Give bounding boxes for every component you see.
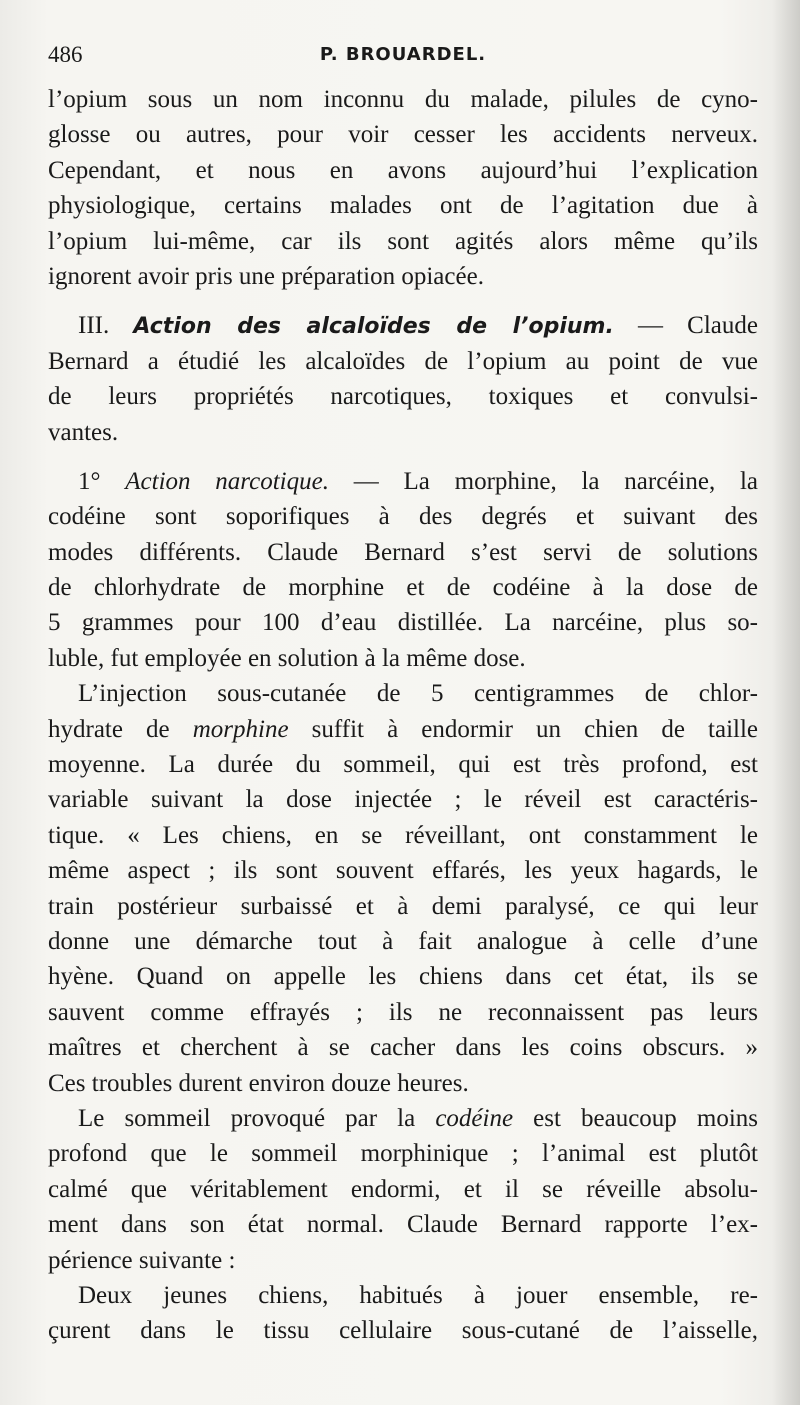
text-line: train postérieur surbaissé et à demi paralysé, ce qui leur xyxy=(48,892,758,920)
text-line: modes différents. Claude Bernard s’est servi de solutions xyxy=(48,538,758,566)
section-number: III. xyxy=(78,312,110,340)
paragraph-deux-chiens xyxy=(48,1278,758,1349)
text-line: de chlorhydrate de morphine et de codéine à la dose de xyxy=(48,574,758,602)
text-line: vantes. xyxy=(48,418,119,446)
section-title: Action des alcaloïdes de l’opium. xyxy=(133,314,614,340)
text-line: donne une démarche tout à fait analogue à celle d’une xyxy=(48,927,758,955)
text-fragment: — La morphine, la narcéine, la xyxy=(353,467,759,495)
text-line: ignorent avoir pris une préparation opiacée. xyxy=(48,262,484,290)
subsection-heading-line xyxy=(48,464,758,499)
text-line: l’opium lui-même, car ils sont agités alors même qu’ils xyxy=(48,227,758,255)
text-fragment: est beaucoup moins xyxy=(533,1104,758,1132)
text-line xyxy=(48,712,758,747)
subsection-title: Action narcotique. xyxy=(125,467,329,495)
text-line: sauvent comme effrayés ; ils ne reconnaissent pas leurs xyxy=(48,998,758,1026)
paragraph-injection xyxy=(48,676,758,1101)
text-line: de leurs propriétés narcotiques, toxiques et convulsi- xyxy=(48,383,758,411)
text-line: Cependant, et nous en avons aujourd’hui l’explication xyxy=(48,156,758,184)
section-heading-line xyxy=(48,308,758,343)
italic-term: morphine xyxy=(192,715,289,743)
text-fragment: hydrate de xyxy=(48,715,170,743)
text-fragment: suffit à endormir un chien de taille xyxy=(311,715,758,743)
italic-term: codéine xyxy=(435,1104,514,1132)
text-line: ment dans son état normal. Claude Bernard rapporte l’ex- xyxy=(48,1211,758,1239)
section-iii xyxy=(48,308,758,450)
text-line: périence suivante : xyxy=(48,1246,236,1274)
text-fragment: — Claude xyxy=(638,312,758,340)
text-line: profond que le sommeil morphinique ; l’animal est plutôt xyxy=(48,1140,758,1168)
text-line: codéine sont soporifiques à des degrés et suivant des xyxy=(48,503,758,531)
text-line: glosse ou autres, pour voir cesser les accidents nerveux. xyxy=(48,121,758,149)
text-line: Deux jeunes chiens, habitués à jouer ensemble, re- xyxy=(78,1281,758,1309)
text-line: maîtres et cherchent à se cacher dans les coins obscurs. » xyxy=(48,1034,758,1062)
text-fragment: Le sommeil provoqué par la xyxy=(78,1104,416,1132)
text-line: hyène. Quand on appelle les chiens dans cet état, ils se xyxy=(48,963,758,991)
text-line: l’opium sous un nom inconnu du malade, pilules de cyno- xyxy=(48,86,758,113)
text-line: Bernard a étudié les alcaloïdes de l’opium au point de vue xyxy=(48,347,758,375)
text-line xyxy=(48,1101,758,1136)
paragraph-1 xyxy=(48,82,758,294)
text-line: L’injection sous-cutanée de 5 centigrammes de chlor- xyxy=(78,680,758,708)
paragraph-codeine xyxy=(48,1101,758,1278)
text-line: 5 grammes pour 100 d’eau distillée. La narcéine, plus so- xyxy=(48,609,758,637)
subsection-number: 1° xyxy=(78,467,101,495)
text-line: même aspect ; ils sont souvent effarés, les yeux hagards, le xyxy=(48,857,758,885)
page-number: 486 xyxy=(48,42,83,67)
text-line: Ces troubles durent environ douze heures. xyxy=(48,1069,469,1097)
running-head: P. BROUARDEL. xyxy=(319,44,487,65)
body-text xyxy=(48,82,758,1349)
text-line: moyenne. La durée du sommeil, qui est très profond, est xyxy=(48,751,758,779)
text-line: çurent dans le tissu cellulaire sous-cutané de l’aisselle, xyxy=(48,1317,758,1345)
text-line: luble, fut employée en solution à la même dose. xyxy=(48,644,526,672)
page-header xyxy=(48,42,758,78)
text-line: variable suivant la dose injectée ; le réveil est caractéris- xyxy=(48,786,758,814)
text-line: calmé que véritablement endormi, et il se réveille absolu- xyxy=(48,1175,758,1203)
text-line: physiologique, certains malades ont de l’agitation due à xyxy=(48,192,758,220)
subsection-action-narcotique xyxy=(48,464,758,676)
page-spine-shadow xyxy=(772,0,800,1405)
text-line: tique. « Les chiens, en se réveillant, ont constamment le xyxy=(48,821,758,849)
